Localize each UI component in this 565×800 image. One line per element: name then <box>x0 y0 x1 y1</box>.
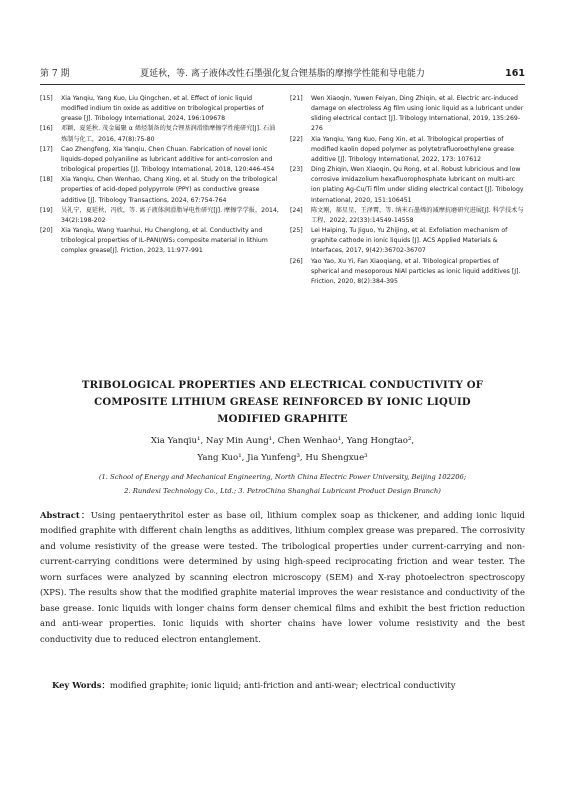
keywords-text: modified graphite; ionic liquid; anti-friction and anti-wear; electrical conductivity <box>109 680 456 690</box>
reference-number: [15] <box>40 95 53 102</box>
reference-text: Cao Zhengfeng, Xia Yanqiu, Chen Chuan. Fabrication of novel ionic liquids-doped polyaniline as lubricant additive for anti-corrosion and tribological properties [J]. Tribology International, 2018, 120:446-454 <box>61 145 275 174</box>
reference-number: [23] <box>290 166 303 174</box>
reference-item <box>40 175 280 205</box>
affiliations <box>40 470 525 498</box>
reference-item <box>40 145 280 175</box>
reference-text: Xia Yanqiu, Chen Wenhao, Chang Xing, et al. Study on the tribological properties of acid-doped polypyrrole (PPY) as conductive grease additive [J]. Tribology Transactions, 2024, 67:754-764 <box>61 176 278 204</box>
reference-number: [18] <box>40 176 53 184</box>
keywords: Key Words：modified graphite; ionic liquid; anti-friction and anti-wear; electrical conductivity <box>52 680 456 690</box>
reference-text: Yao Yao, Xu Yi, Fan Xiaoqiang, et al. Tribological properties of spherical and mesoporous NiAl particles as ionic liquid additives [J]. Friction, 2020, 8(2):384-395 <box>311 257 521 285</box>
reference-item <box>40 94 280 124</box>
reference-number: [19] <box>40 206 53 214</box>
reference-number: [25] <box>290 227 303 235</box>
keywords-label: Key Words <box>52 680 102 690</box>
reference-item <box>290 226 526 256</box>
reference-item <box>290 135 526 165</box>
title-line: COMPOSITE LITHIUM GREASE REINFORCED BY IONIC LIQUID <box>94 397 471 408</box>
reference-number: [26] <box>290 257 303 265</box>
reference-item <box>290 206 526 226</box>
reference-text: 吴礼宁，夏延秋，冯欣，等. 离子液体润滑脂导电性研究[J]. 摩擦学学报，2014, 34(2):198-202 <box>61 206 279 224</box>
author-list <box>80 433 485 467</box>
abstract-text: Using pentaerythritol ester as base oil, lithium complex soap as thickener, and adding ionic liquid modified graphite with different chain lengths as additives, lithium complex grease was prepared. The corrosivity and volume resistivity of the grease were tested. The tribological properties under current-carrying and non-current-carrying conditions were determined by using high-speed reciprocating friction and wear tester. The worn surfaces were analyzed by scanning electron microscopy (SEM) and X-ray photoelectron spectroscopy (XPS). The results show that the modified graphite material improves the wear resistance and conductivity of the base grease. Ionic liquids with longer chains form denser chemical films and exhibit the best friction reduction and anti-wear properties. Ionic liquids with shorter chains have lower volume resistivity and the best conductivity due to reduced electron entanglement. <box>40 510 526 644</box>
reference-item <box>290 165 526 206</box>
abstract: Abstract：Using pentaerythritol ester as base oil, lithium complex soap as thickener, and adding ionic liquid modified graphite with different chain lengths as additives, lithium complex grease was prepared. The corrosivity and volume resistivity of the grease were tested. The tribological properties under current-carrying and non-current-carrying conditions were determined by using high-speed reciprocating friction and wear tester. The worn surfaces were analyzed by scanning electron microscopy (SEM) and X-ray photoelectron spectroscopy (XPS). The results show that the modified graphite material improves the wear resistance and conductivity of the base grease. Ionic liquids with longer chains form denser chemical films and exhibit the best friction reduction and anti-wear properties. Ionic liquids with shorter chains have lower volume resistivity and the best conductivity due to reduced electron entanglement. <box>40 510 526 644</box>
reference-text: Wen Xiaoqin, Yuwen Feiyan, Ding Zhiqin, et al. Electric arc-induced damage on electroless Ag film using ionic liquid as a lubricant under sliding electrical contact [J]. Tribology International, 2019, 135:269-276 <box>311 95 524 133</box>
reference-text: 陈文刚，郝星星，王泽霄，等. 纳米石墨烯的减摩抗磨研究进展[J]. 科学技术与工程，2022, 22(33):14549-14558 <box>311 206 524 224</box>
header-divider <box>40 84 525 85</box>
affiliation-line: 2. Rundexi Technology Co., Ltd.; 3. PetroChina Shanghai Lubricant Product Design Branch) <box>124 487 441 495</box>
reference-text: Xia Yanqiu, Yang Kuo, Liu Qingchen, et al. Effect of ionic liquid modified indium tin oxide as additive on tribological properties of grease [J]. Tribology International, 2024, 196:109678 <box>61 95 264 123</box>
paper-title <box>60 377 505 428</box>
reference-item <box>40 124 280 144</box>
reference-item <box>290 257 526 287</box>
references-left-column <box>40 94 280 257</box>
running-header <box>40 66 525 82</box>
affiliation-line: (1. School of Energy and Mechanical Engineering, North China Electric Power University, Beijing 102206; <box>98 473 467 481</box>
reference-text: 邓颖，夏延秋. 茂金属聚 α 烯烃制备的复合锂基润滑脂摩擦学性能研究[J]. 石油炼制与化工，2016, 47(8):75-80 <box>61 125 276 143</box>
reference-item <box>290 94 526 135</box>
reference-number: [22] <box>290 135 303 143</box>
reference-text: Xia Yanqiu, Wang Yuanhui, Hu Chenglong, et al. Conductivity and tribological properties of IL-PANI/WS₂ composite material in lithium complex grease[J]. Friction, 2023, 11:977-991 <box>61 227 268 255</box>
authors-line: Xia Yanqiu¹, Nay Min Aung¹, Chen Wenhao¹, Yang Hongtao², <box>150 436 415 446</box>
issue-number: 第 7 期 <box>40 69 70 79</box>
reference-number: [21] <box>290 95 303 102</box>
reference-text: Ding Zhiqin, Wen Xiaoqin, Qu Rong, et al. Robust lubricious and low corrosive imidazolium hexafluorophosphate lubricant on multi-arc ion plating Ag-Cu/Ti film under sliding electrical contact [J]. Tribology International, 2020, 151:106451 <box>311 166 524 204</box>
title-line: MODIFIED GRAPHITE <box>217 414 348 425</box>
title-line: TRIBOLOGICAL PROPERTIES AND ELECTRICAL CONDUCTIVITY OF <box>81 380 484 391</box>
reference-number: [24] <box>290 206 303 214</box>
reference-number: [17] <box>40 145 53 153</box>
reference-item <box>40 226 280 256</box>
page-number: 161 <box>505 68 525 79</box>
reference-item <box>40 206 280 226</box>
authors-line: Yang Kuo¹, Jia Yunfeng³, Hu Shengxue³ <box>197 453 368 463</box>
reference-number: [16] <box>40 125 53 133</box>
abstract-label: Abstract <box>40 510 80 520</box>
reference-text: Xia Yanqiu, Yang Kuo, Feng Xin, et al. Tribological properties of modified kaolin doped polymer as polytetrafluoroethylene grease additive [J]. Tribology International, 2022, 173: 107612 <box>311 135 515 163</box>
references-right-column <box>290 94 526 287</box>
reference-text: Lei Haiping, Tu Jiguo, Yu Zhijing, et al. Exfoliation mechanism of graphite cathode in ionic liquids [J]. ACS Applied Materials & Interfaces, 2017, 9(42):36702-36707 <box>311 227 508 255</box>
running-title: 夏延秋，等. 离子液体改性石墨强化复合锂基脂的摩擦学性能和导电能力 <box>140 69 425 79</box>
reference-number: [20] <box>40 227 53 235</box>
